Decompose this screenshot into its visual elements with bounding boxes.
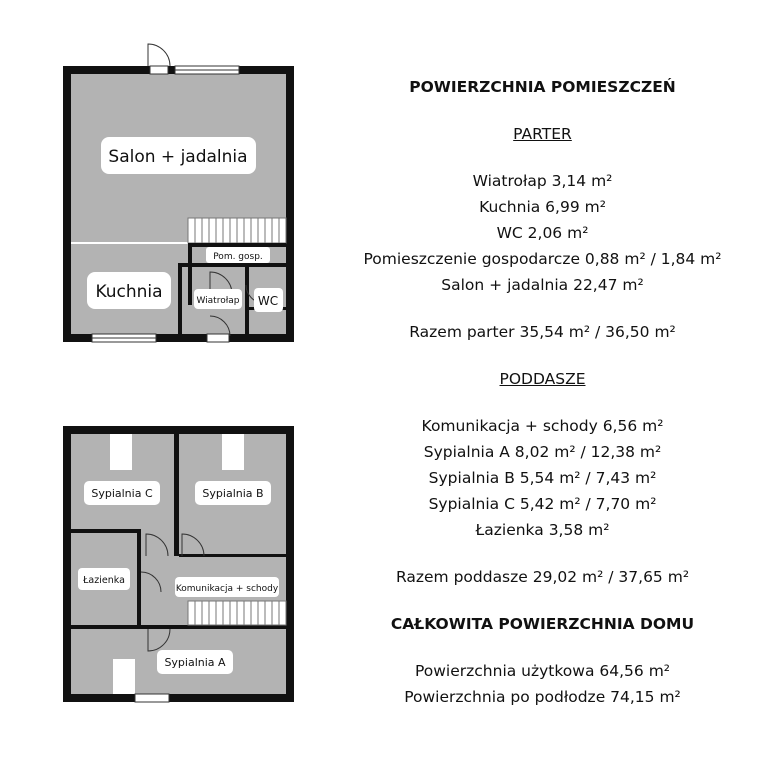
parter-item: Wiatrołap 3,14 m² xyxy=(472,172,613,190)
room-label-lazienka: Łazienka xyxy=(83,575,125,586)
attic-floor-plan xyxy=(63,426,294,702)
usable-area: Powierzchnia użytkowa 64,56 m² xyxy=(414,662,671,680)
room-label-sypialnia-c: Sypialnia C xyxy=(91,487,153,500)
parter-item: Pomieszczenie gospodarcze 0,88 m² / 1,84 m² xyxy=(363,250,722,268)
ground-floor-plan xyxy=(63,44,294,342)
parter-total: Razem parter 35,54 m² / 36,50 m² xyxy=(409,323,676,341)
area-summary xyxy=(340,74,745,710)
poddasze-total: Razem poddasze 29,02 m² / 37,65 m² xyxy=(395,568,690,586)
poddasze-item: Łazienka 3,58 m² xyxy=(475,521,610,539)
poddasze-item: Sypialnia B 5,54 m² / 7,43 m² xyxy=(428,469,657,487)
poddasze-item: Komunikacja + schody 6,56 m² xyxy=(421,417,664,435)
skylight xyxy=(222,434,244,470)
parter-item: Salon + jadalnia 22,47 m² xyxy=(441,276,644,294)
floor-area: Powierzchnia po podłodze 74,15 m² xyxy=(404,688,681,706)
poddasze-heading: PODDASZE xyxy=(499,370,586,388)
room-label-sypialnia-b: Sypialnia B xyxy=(202,487,264,500)
terrace-door-swing xyxy=(148,44,170,66)
poddasze-item: Sypialnia A 8,02 m² / 12,38 m² xyxy=(423,443,662,461)
skylight xyxy=(113,659,135,694)
room-label-salon: Salon + jadalnia xyxy=(108,147,248,167)
room-label-komunikacja: Komunikacja + schody xyxy=(175,584,279,594)
summary-title: POWIERZCHNIA POMIESZCZEŃ xyxy=(409,78,676,96)
total-heading: CAŁKOWITA POWIERZCHNIA DOMU xyxy=(390,615,695,633)
room-label-wc: WC xyxy=(257,294,279,308)
window xyxy=(135,694,169,702)
parter-item: Kuchnia 6,99 m² xyxy=(479,198,606,216)
parter-heading: PARTER xyxy=(513,125,572,143)
room-label-pom-gosp: Pom. gosp. xyxy=(213,252,263,262)
skylight xyxy=(110,434,132,470)
room-label-wiatrolap: Wiatrołap xyxy=(196,296,240,306)
window xyxy=(207,334,229,342)
attic-stairs xyxy=(188,601,286,625)
room-label-sypialnia-a: Sypialnia A xyxy=(164,656,226,669)
room-label-kuchnia: Kuchnia xyxy=(95,282,163,302)
ground-stairs xyxy=(188,218,286,243)
poddasze-item: Sypialnia C 5,42 m² / 7,70 m² xyxy=(428,495,657,513)
floor-plans xyxy=(0,0,340,768)
parter-item: WC 2,06 m² xyxy=(496,224,589,242)
window xyxy=(150,66,168,74)
